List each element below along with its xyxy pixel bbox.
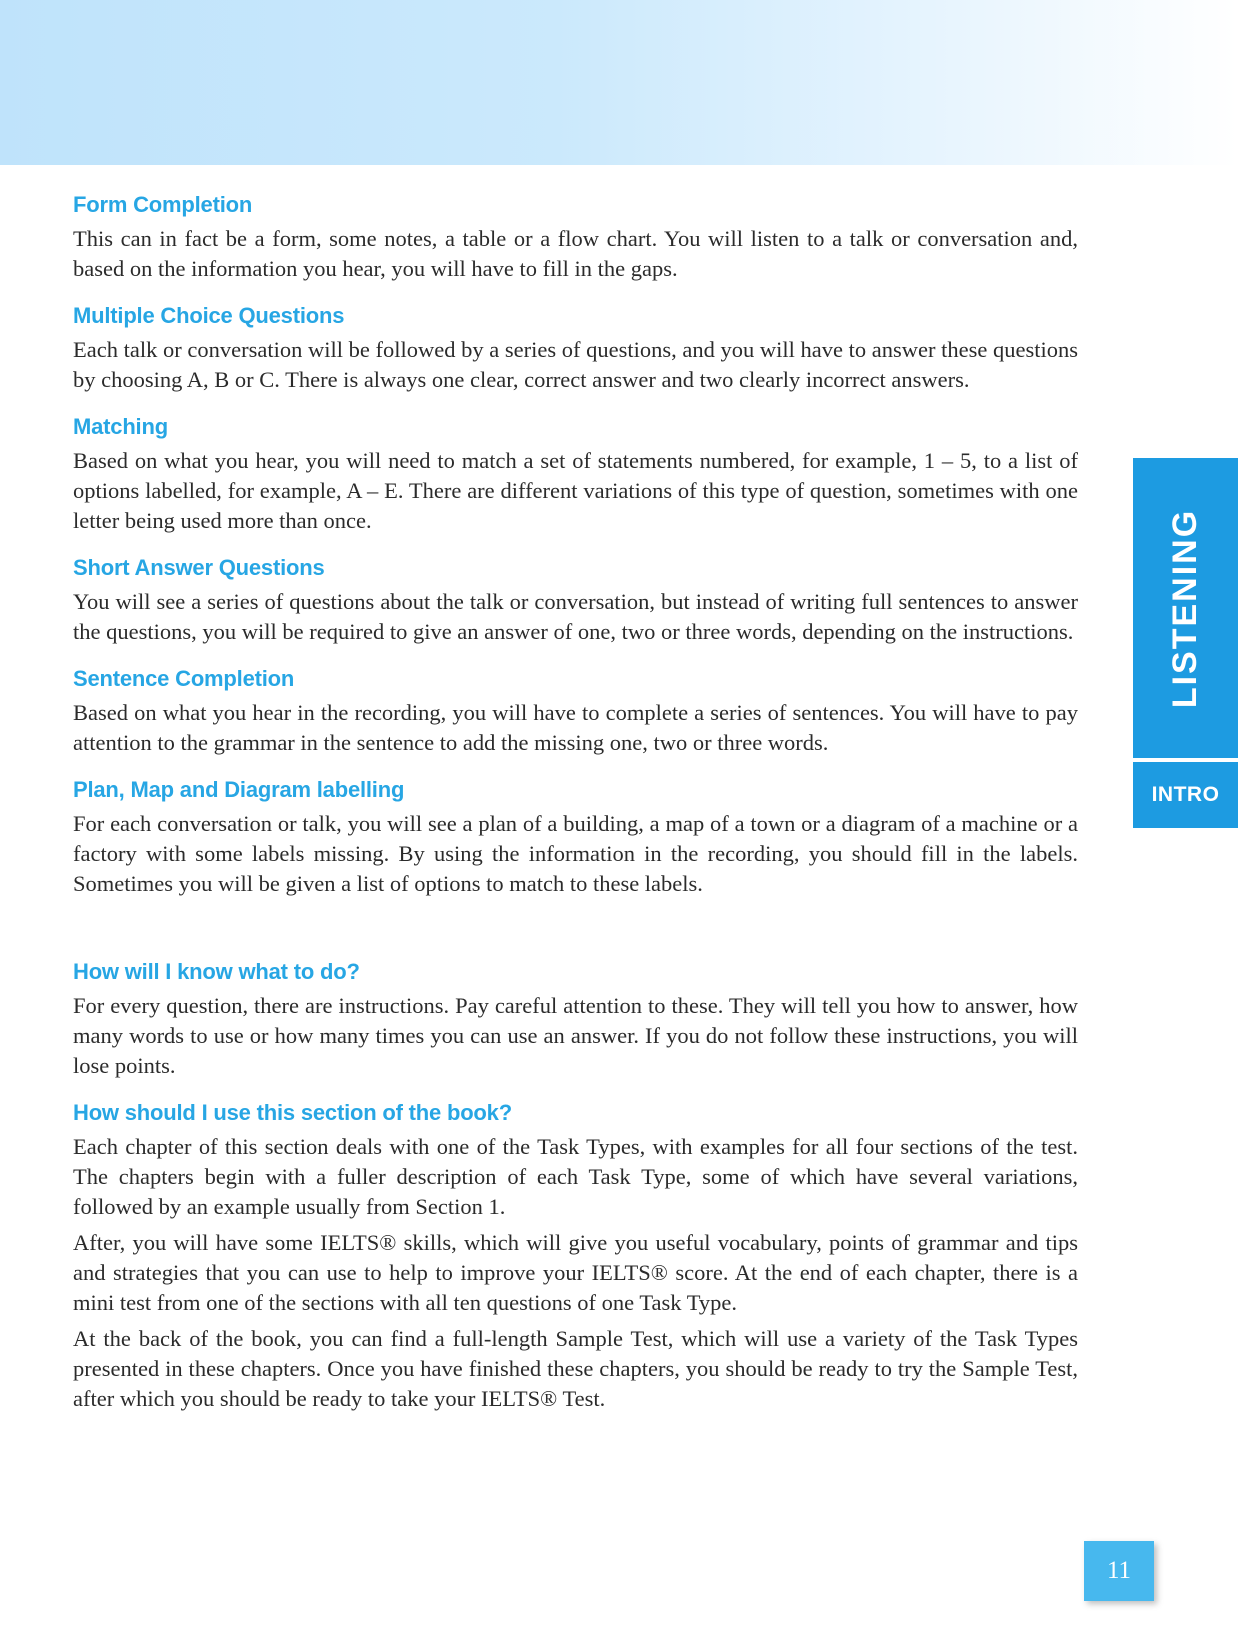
section-heading: How will I know what to do? bbox=[73, 959, 360, 984]
side-tab-intro: INTRO bbox=[1133, 762, 1238, 828]
section-matching bbox=[73, 412, 1078, 536]
section-heading: Matching bbox=[73, 414, 168, 439]
section-heading: How should I use this section of the book? bbox=[73, 1100, 512, 1125]
section-paragraph: For each conversation or talk, you will see a plan of a building, a map of a town or a diagram of a machine or a factory with some labels missing. By using the information in the recording, you should fill in the labels. Sometimes you will be given a list of options to match to these labels. bbox=[73, 811, 1078, 896]
section-paragraph: Each chapter of this section deals with one of the Task Types, with examples for all four sections of the test. The chapters begin with a fuller description of each Task Type, some of which have several variations, followed by an example usually from Section 1. bbox=[73, 1134, 1078, 1219]
page-number: 11 bbox=[1084, 1541, 1154, 1601]
section-sentence-completion bbox=[73, 664, 1078, 758]
page-content bbox=[73, 190, 1078, 1431]
section-short-answer bbox=[73, 553, 1078, 647]
section-how-will-i-know bbox=[73, 957, 1078, 1081]
section-paragraph: This can in fact be a form, some notes, a table or a flow chart. You will listen to a talk or conversation and, based on the information you hear, you will have to fill in the gaps. bbox=[73, 226, 1078, 281]
section-multiple-choice bbox=[73, 301, 1078, 395]
section-paragraph: At the back of the book, you can find a full-length Sample Test, which will use a variety of the Task Types presented in these chapters. Once you have finished these chapters, you should be ready to try the Sample Test, after which you should be ready to take your IELTS® Test. bbox=[73, 1326, 1078, 1411]
section-paragraph: You will see a series of questions about the talk or conversation, but instead of writing full sentences to answer the questions, you will be required to give an answer of one, two or three words, depending on the instructions. bbox=[73, 589, 1078, 644]
section-paragraph: Based on what you hear in the recording, you will have to complete a series of sentences. You will have to pay attention to the grammar in the sentence to add the missing one, two or three words. bbox=[73, 700, 1078, 755]
section-how-should-i-use bbox=[73, 1098, 1078, 1414]
section-plan-map-diagram bbox=[73, 775, 1078, 899]
section-heading: Short Answer Questions bbox=[73, 555, 325, 580]
side-tab-listening bbox=[1133, 458, 1238, 758]
section-heading: Sentence Completion bbox=[73, 666, 295, 691]
section-heading: Form Completion bbox=[73, 192, 253, 217]
section-form-completion bbox=[73, 190, 1078, 284]
header-band bbox=[0, 0, 1238, 165]
section-paragraph: For every question, there are instructions. Pay careful attention to these. They will tell you how to answer, how many words to use or how many times you can use an answer. If you do not follow these instructions, you will lose points. bbox=[73, 993, 1078, 1078]
section-heading: Plan, Map and Diagram labelling bbox=[73, 777, 405, 802]
section-paragraph: Based on what you hear, you will need to match a set of statements numbered, for example, 1 – 5, to a list of options labelled, for example, A – E. There are different variations of this type of question, sometimes with one letter being used more than once. bbox=[73, 448, 1078, 533]
section-paragraph: Each talk or conversation will be followed by a series of questions, and you will have to answer these questions by choosing A, B or C. There is always one clear, correct answer and two clearly incorrect answers. bbox=[73, 337, 1078, 392]
side-tab-label: LISTENING bbox=[1166, 508, 1204, 708]
section-heading: Multiple Choice Questions bbox=[73, 303, 345, 328]
section-paragraph: After, you will have some IELTS® skills, which will give you useful vocabulary, points of grammar and tips and strategies that you can use to help to improve your IELTS® score. At the end of each chapter, there is a mini test from one of the sections with all ten questions of one Task Type. bbox=[73, 1230, 1078, 1315]
